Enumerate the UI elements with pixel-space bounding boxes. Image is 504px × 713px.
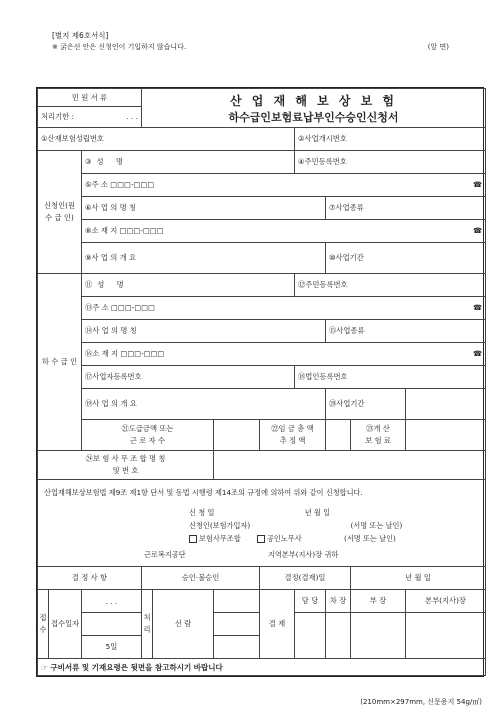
receipt-date-value[interactable]: . . . <box>82 590 142 613</box>
receipt-label: 접 수 접수일자 <box>38 590 82 659</box>
sub-period-field[interactable]: ⑳사업기간 <box>326 389 406 420</box>
deadline <box>38 107 142 128</box>
sub-address-field[interactable]: ⑬주 소 □□□-□□□ ☎ <box>82 297 486 320</box>
declaration-statement: 산업재해보상보험법 제9조 제1항 단서 및 동법 시행령 제14조의 규정에 의하여 위와 같이 신청합니다. <box>44 487 363 497</box>
process-label: 처 리 선 람 <box>142 590 214 659</box>
receipt-no-value[interactable] <box>82 613 142 636</box>
sub-rrn-field[interactable]: ⑫주민등록번호 <box>295 274 486 297</box>
applicant-section-label: 신청인(원 수 급 인) <box>38 151 82 274</box>
page-side: (앞 면) <box>427 43 449 51</box>
subcontractor-section-label: 하 수 급 인 <box>38 274 82 451</box>
applicant-address-field[interactable]: ⑤주 소 □□□-□□□ ☎ <box>82 174 486 197</box>
title-line1: 산 업 재 해 보 상 보 험 <box>230 93 398 108</box>
applicant-location-field[interactable]: ⑧소 재 지 □□□-□□□ ☎ <box>82 220 486 243</box>
declaration: 산업재해보상보험법 제9조 제1항 단서 및 동법 시행령 제14조의 규정에 의하여 위와 같이 신청합니다. 신 청 일 년 월 일 신청인(보험가입자) (서명 또는 날인) 보험사무조합 공인노무사 (서명 또는 날인) 근로복지공단 지역본부(지사)장 귀하 <box>38 480 486 567</box>
application-form <box>36 87 484 677</box>
approve-header: 승인·불승인 <box>142 567 260 590</box>
sub-est-premium-field[interactable]: ㉓개 산 보 험 료 <box>351 420 406 451</box>
role-1: 차 장 <box>326 590 351 613</box>
sub-wage-total-field[interactable]: ㉒임 금 총 액 추 정 액 <box>260 420 326 451</box>
sub-location-field[interactable]: ⑯소 재 지 □□□-□□□ ☎ <box>82 343 486 366</box>
civil-doc-label: 민 원 서 류 <box>38 89 142 107</box>
applicant-overview-field[interactable]: ⑨사 업 의 개 요 <box>82 243 326 274</box>
paper-spec: (210mm×297mm, 신문용지 54g/㎡) <box>360 698 482 706</box>
sub-overview-field[interactable]: ⑲사 업 의 개 요 <box>82 389 326 420</box>
sub-business-name-field[interactable]: ⑭사 업 의 명 칭 <box>82 320 326 343</box>
applicant-business-name-field[interactable]: ⑥사 업 의 명 칭 <box>82 197 326 220</box>
applicant-name-field[interactable]: ③성 명 <box>82 151 295 174</box>
phone-icon: ☎ <box>472 180 483 189</box>
postal-boxes: □□□-□□□ <box>110 180 155 189</box>
applicant-rrn-field[interactable]: ④주민등록번호 <box>295 151 486 174</box>
applicant-business-type-field[interactable]: ⑦사업종류 <box>326 197 486 220</box>
checkbox-labor-attorney[interactable] <box>257 535 265 543</box>
proc-period-value: 5일 <box>82 636 142 659</box>
result-header: 결 정 사 항 <box>38 567 142 590</box>
note: ☞ 구비서류 및 기재요령은 뒷면을 참고하시기 바랍니다 <box>38 659 486 676</box>
form-table <box>37 88 486 676</box>
sub-biz-reg-field[interactable]: ⑰사업자등록번호 <box>82 366 295 389</box>
phone-icon: ☎ <box>472 349 483 358</box>
checkbox-agency-union[interactable] <box>189 535 197 543</box>
sub-contract-amount-field[interactable]: ㉑도급금액 또는 근 로 자 수 <box>82 420 214 451</box>
title-line2: 하수급인보험료납부인수승인신청서 <box>228 110 399 124</box>
approval-label: 결 재 <box>260 590 295 659</box>
insurance-no-field[interactable]: ①산재보험성립번호 <box>38 128 295 151</box>
role-3: 본부(지사)장 <box>406 590 486 613</box>
form-title <box>142 89 486 128</box>
sub-corp-reg-field[interactable]: ⑱법인등록번호 <box>295 366 486 389</box>
business-start-no-field[interactable]: ②사업개시번호 <box>295 128 486 151</box>
agency-field[interactable]: ㉔보 험 사 무 조 합 명 칭 및 번 호 <box>38 451 214 480</box>
deadline-label: 처리기한 : <box>41 112 74 121</box>
role-0: 담 당 <box>295 590 326 613</box>
sub-business-type-field[interactable]: ⑮사업종류 <box>326 320 486 343</box>
phone-icon: ☎ <box>472 303 483 312</box>
notice: ※ 굵은선 안은 신청인이 기입하지 않습니다. <box>52 43 187 51</box>
applicant-period-field[interactable]: ⑩사업기간 <box>326 243 486 274</box>
deadline-value: . . . <box>126 112 138 121</box>
sub-name-field[interactable]: ⑪성 명 <box>82 274 295 297</box>
role-2: 부 장 <box>351 590 406 613</box>
phone-icon: ☎ <box>472 226 483 235</box>
decision-date-header: 결정(결재)일 <box>260 567 351 590</box>
form-number: [별지 제6호서식] <box>52 31 109 40</box>
decision-date-value: 년 월 일 <box>351 567 486 590</box>
